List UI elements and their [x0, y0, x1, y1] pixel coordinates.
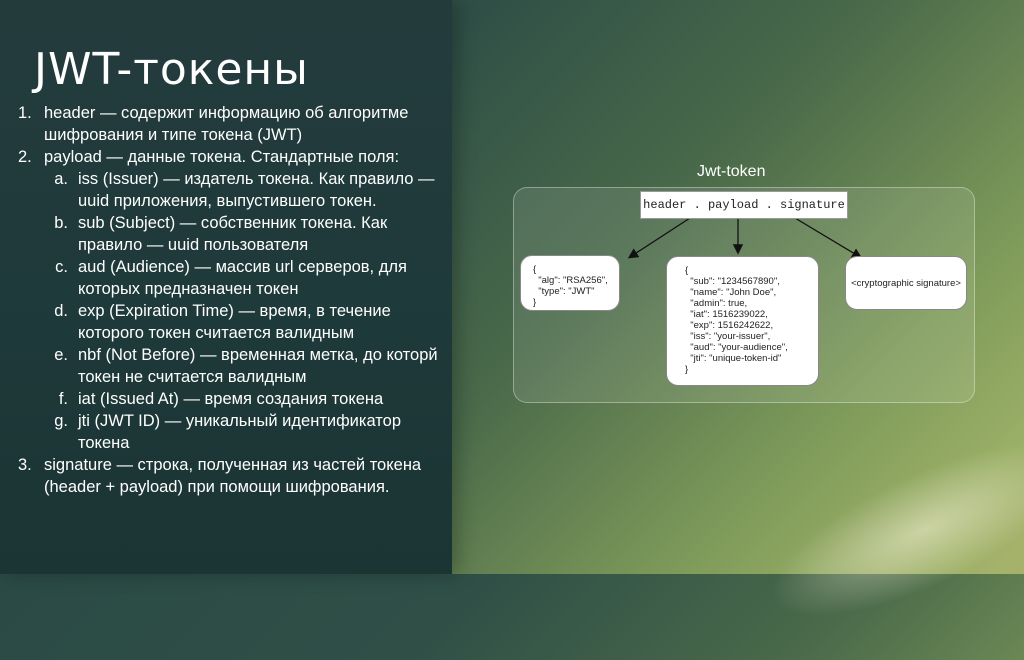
sub-number: e. — [54, 346, 68, 364]
sub-number: b. — [54, 214, 68, 232]
list-text: signature — строка, полученная из частей токена (header + payload) при помощи шифрования. — [44, 456, 422, 496]
payload-fields-list — [44, 168, 448, 454]
list-item-signature — [18, 454, 448, 498]
sub-number: d. — [54, 302, 68, 320]
sub-text: sub (Subject) — собственник токена. Как правило — uuid пользователя — [78, 214, 388, 254]
sub-item-iss — [44, 168, 448, 212]
sub-text: iat (Issued At) — время создания токена — [78, 390, 384, 408]
list-number: 2. — [18, 148, 32, 166]
sub-item-aud — [44, 256, 448, 300]
content-list — [18, 102, 448, 498]
list-number: 3. — [18, 456, 32, 474]
sub-text: exp (Expiration Time) — время, в течение которого токен считается валидным — [78, 302, 391, 342]
sub-item-iat — [44, 388, 448, 410]
sub-text: jti (JWT ID) — уникальный идентификатор токена — [78, 412, 401, 452]
slide-title: JWT-токены — [34, 44, 309, 95]
sub-text: nbf (Not Before) — временная метка, до которй токен не считается валидным — [78, 346, 438, 386]
list-number: 1. — [18, 104, 32, 122]
diagram-title: Jwt-token — [697, 163, 766, 180]
list-text: payload — данные токена. Стандартные поля: — [44, 148, 400, 166]
sub-item-sub — [44, 212, 448, 256]
sub-item-jti — [44, 410, 448, 454]
light-streak-decoration — [736, 400, 1024, 660]
sub-number: a. — [54, 170, 68, 188]
sub-number: g. — [54, 412, 68, 430]
list-item-payload — [18, 146, 448, 168]
sub-number: f. — [58, 390, 68, 408]
header-json-node: { "alg": "RSA256", "type": "JWT" } — [520, 255, 620, 311]
token-structure-node: header . payload . signature — [640, 191, 848, 219]
sub-text: aud (Audience) — массив url серверов, для которых предназначен токен — [78, 258, 407, 298]
sub-item-exp — [44, 300, 448, 344]
signature-node: <cryptographic signature> — [845, 256, 967, 310]
payload-json-node: { "sub": "1234567890", "name": "John Doe", "admin": true, "iat": 1516239022, "exp": 1516242622, "iss": "your-issuer", "aud": "your-audience", "jti": "unique-token-id" } — [666, 256, 819, 386]
list-item-header — [18, 102, 448, 146]
sub-number: c. — [55, 258, 68, 276]
sub-text: iss (Issuer) — издатель токена. Как правило — uuid приложения, выпустившего токен. — [78, 170, 435, 210]
sub-item-nbf — [44, 344, 448, 388]
list-text: header — содержит информацию об алгоритме шифрования и типе токена (JWT) — [44, 104, 409, 144]
